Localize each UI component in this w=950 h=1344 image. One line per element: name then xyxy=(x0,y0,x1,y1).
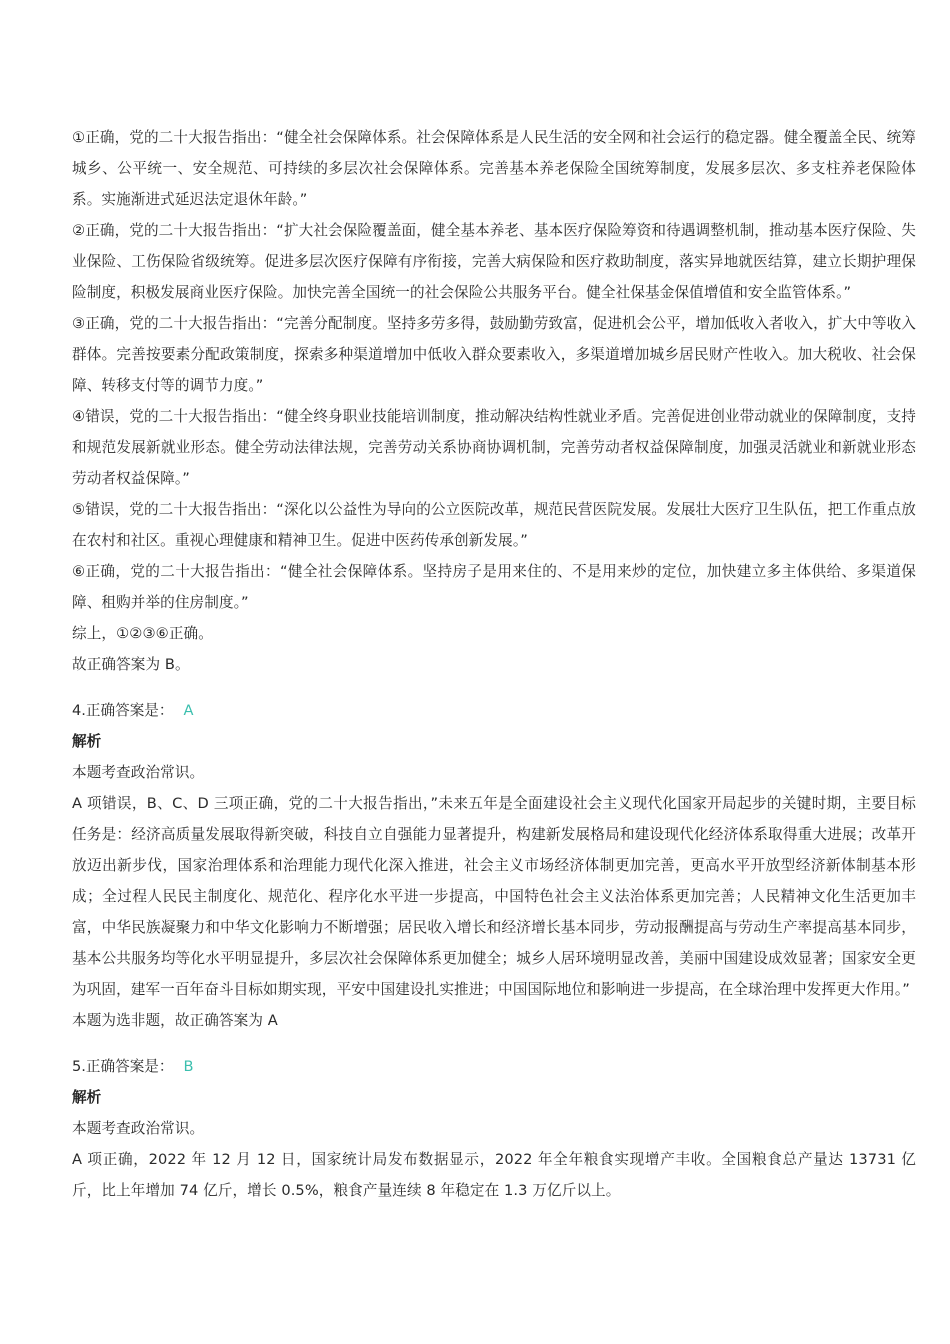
answer-letter: A xyxy=(183,702,194,719)
answer-label: 4.正确答案是： xyxy=(72,702,174,719)
summary-line: 综上，①②③⑥正确。 xyxy=(72,625,213,642)
analysis-body: A 项错误，B、C、D 三项正确，党的二十大报告指出，”未来五年是全面建设社会主义现代化国家开局起步的关键时期，主要目标任务是：经济高质量发展取得新突破，科技自立自强能力显著提升，构建新发展格局和建设现代化经济体系取得重大进展；改革开放迈出新步伐，国家治理体系和治理能力现代化深入推进，社会主义市场经济体制更加完善，更高水平开放型经济新体制基本形成；全过程人民民主制度化、规范化、程序化水平进一步提高，中国特色社会主义法治体系更加完善；人民精神文化生活更加丰富，中华民族凝聚力和中华文化影响力不断增强；居民收入增长和经济增长基本同步，劳动报酬提高与劳动生产率提高基本同步，基本公共服务均等化水平明显提升，多层次社会保障体系更加健全；城乡人居环境明显改善，美丽中国建设成效显著；国家安全更为巩固，建军一百年奋斗目标如期实现，平安中国建设扎实推进；中国国际地位和影响进一步提高，在全球治理中发挥更大作用。” xyxy=(72,795,916,998)
analysis-heading: 解析 xyxy=(72,1089,102,1106)
option-2-explanation: ②正确，党的二十大报告指出：“扩大社会保险覆盖面，健全基本养老、基本医疗保险筹资和待遇调整机制，推动基本医疗保险、失业保险、工伤保险省级统筹。促进多层次医疗保障有序衔接，完善大病保险和医疗救助制度，落实异地就医结算，建立长期护理保险制度，积极发展商业医疗保险。加快完善全国统一的社会保险公共服务平台。健全社保基金保值增值和安全监管体系。” xyxy=(72,222,916,301)
analysis-body: A 项正确，2022 年 12 月 12 日，国家统计局发布数据显示，2022 年全年粮食实现增产丰收。全国粮食总产量达 13731 亿斤，比上年增加 74 亿斤，增长 0.5%，粮食产量连续 8 年稳定在 1.3 万亿斤以上。 xyxy=(72,1151,916,1199)
analysis-topic: 本题考查政治常识。 xyxy=(72,764,205,781)
option-1-explanation: ①正确，党的二十大报告指出：“健全社会保障体系。社会保障体系是人民生活的安全网和社会运行的稳定器。健全覆盖全民、统筹城乡、公平统一、安全规范、可持续的多层次社会保障体系。完善基本养老保险全国统筹制度，发展多层次、多支柱养老保险体系。实施渐进式延迟法定退休年龄。” xyxy=(72,129,916,208)
option-5-explanation: ⑤错误，党的二十大报告指出：“深化以公益性为导向的公立医院改革，规范民营医院发展。发展壮大医疗卫生队伍，把工作重点放在农村和社区。重视心理健康和精神卫生。促进中医药传承创新发展。” xyxy=(72,501,916,549)
option-3-explanation: ③正确，党的二十大报告指出：“完善分配制度。坚持多劳多得，鼓励勤劳致富，促进机会公平，增加低收入者收入，扩大中等收入群体。完善按要素分配政策制度，探索多种渠道增加中低收入群众要素收入，多渠道增加城乡居民财产性收入。加大税收、社会保障、转移支付等的调节力度。” xyxy=(72,315,916,394)
question-5-answer xyxy=(72,1051,916,1082)
document-content xyxy=(72,122,916,1206)
question-4-answer xyxy=(72,695,916,726)
answer-label: 5.正确答案是： xyxy=(72,1058,174,1075)
option-6-explanation: ⑥正确，党的二十大报告指出：“健全社会保障体系。坚持房子是用来住的、不是用来炒的定位，加快建立多主体供给、多渠道保障、租购并举的住房制度。” xyxy=(72,563,916,611)
analysis-topic: 本题考查政治常识。 xyxy=(72,1120,205,1137)
option-4-explanation: ④错误，党的二十大报告指出：“健全终身职业技能培训制度，推动解决结构性就业矛盾。完善促进创业带动就业的保障制度，支持和规范发展新就业形态。健全劳动法律法规，完善劳动关系协商协调机制，完善劳动者权益保障制度，加强灵活就业和新就业形态劳动者权益保障。” xyxy=(72,408,916,487)
answer-letter: B xyxy=(183,1058,194,1075)
analysis-heading: 解析 xyxy=(72,733,102,750)
conclusion-line: 故正确答案为 B。 xyxy=(72,656,190,673)
analysis-conclusion: 本题为选非题，故正确答案为 A xyxy=(72,1012,278,1029)
